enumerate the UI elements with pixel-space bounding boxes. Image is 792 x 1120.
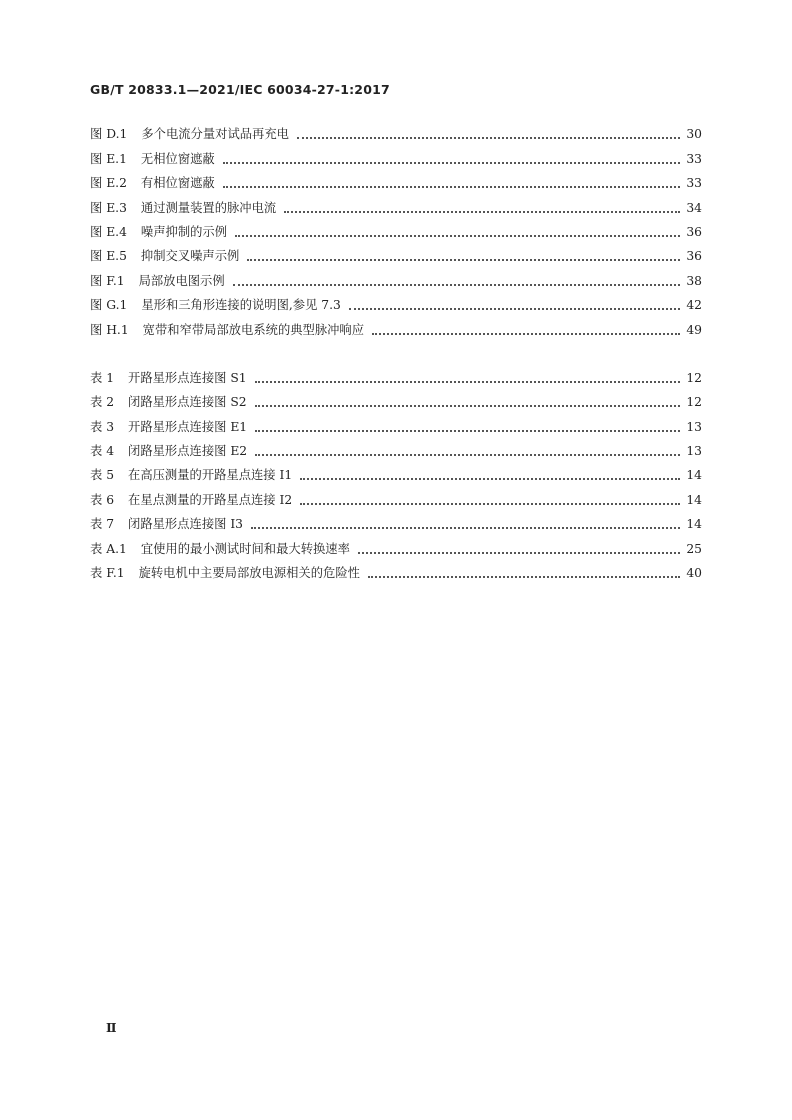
figure-entry[interactable] <box>90 142 702 166</box>
dot-leader <box>297 137 680 139</box>
standard-code-header: GB/T 20833.1—2021/IEC 60034-27-1:2017 <box>90 82 390 97</box>
dot-leader <box>300 478 680 480</box>
table-entry[interactable] <box>90 386 702 410</box>
entry-title: 在高压测量的开路星点连接 I1 <box>128 468 293 483</box>
entry-page-number: 14 <box>686 492 702 507</box>
entry-page-number: 49 <box>686 322 702 337</box>
entry-page-number: 33 <box>686 151 702 166</box>
entry-page-number: 13 <box>686 419 702 434</box>
figure-entry[interactable] <box>90 216 702 240</box>
figure-entry[interactable] <box>90 167 702 191</box>
figures-list <box>90 118 702 338</box>
table-entry[interactable] <box>90 362 702 386</box>
entry-number: 表 1 <box>90 370 115 385</box>
entry-title: 宜使用的最小测试时间和最大转换速率 <box>140 541 350 556</box>
entry-number: 表 7 <box>90 517 115 532</box>
dot-leader <box>255 430 680 432</box>
entry-page-number: 36 <box>686 249 702 264</box>
entry-title: 宽带和窄带局部放电系统的典型脉冲响应 <box>142 322 365 337</box>
entry-title: 抑制交叉噪声示例 <box>140 249 240 264</box>
entry-number: 表 F.1 <box>90 566 125 581</box>
table-of-contents <box>90 118 702 581</box>
table-entry[interactable] <box>90 532 702 556</box>
entry-page-number: 13 <box>686 444 702 459</box>
entry-number: 表 2 <box>90 395 115 410</box>
entry-number: 图 E.4 <box>90 224 127 239</box>
entry-number: 图 F.1 <box>90 273 125 288</box>
entry-number: 图 H.1 <box>90 322 129 337</box>
entry-number: 表 5 <box>90 468 115 483</box>
entry-page-number: 42 <box>686 298 702 313</box>
dot-leader <box>255 454 680 456</box>
entry-title: 闭路星形点连接图 I3 <box>128 517 243 532</box>
dot-leader <box>223 162 681 164</box>
entry-number: 图 E.2 <box>90 176 127 191</box>
dot-leader <box>223 186 681 188</box>
entry-page-number: 25 <box>686 541 702 556</box>
table-entry[interactable] <box>90 508 702 532</box>
entry-title: 闭路星形点连接图 E2 <box>128 444 248 459</box>
dot-leader <box>368 576 680 578</box>
entry-title: 有相位窗遮蔽 <box>140 176 215 191</box>
figure-entry[interactable] <box>90 191 702 215</box>
entry-number: 图 E.1 <box>90 151 127 166</box>
figure-entry[interactable] <box>90 313 702 337</box>
page-number: Ⅱ <box>106 1020 117 1035</box>
entry-page-number: 12 <box>686 395 702 410</box>
entry-title: 通过测量装置的脉冲电流 <box>140 200 277 215</box>
entry-number: 图 G.1 <box>90 298 128 313</box>
entry-page-number: 38 <box>686 273 702 288</box>
entry-title: 噪声抑制的示例 <box>140 224 228 239</box>
dot-leader <box>233 284 681 286</box>
dot-leader <box>284 211 680 213</box>
tables-list <box>90 362 702 582</box>
figure-entry[interactable] <box>90 289 702 313</box>
dot-leader <box>255 405 681 407</box>
table-entry[interactable] <box>90 410 702 434</box>
entry-number: 表 A.1 <box>90 541 127 556</box>
figure-entry[interactable] <box>90 264 702 288</box>
table-entry[interactable] <box>90 557 702 581</box>
dot-leader <box>349 308 680 310</box>
entry-title: 局部放电图示例 <box>138 273 225 288</box>
table-entry[interactable] <box>90 459 702 483</box>
dot-leader <box>300 503 680 505</box>
dot-leader <box>251 527 680 529</box>
dot-leader <box>247 259 680 261</box>
entry-number: 图 E.5 <box>90 249 127 264</box>
entry-number: 表 6 <box>90 492 115 507</box>
entry-page-number: 40 <box>686 566 702 581</box>
table-entry[interactable] <box>90 435 702 459</box>
figure-entry[interactable] <box>90 118 702 142</box>
entry-page-number: 12 <box>686 370 702 385</box>
entry-title: 旋转电机中主要局部放电源相关的危险性 <box>138 566 360 581</box>
entry-title: 开路星形点连接图 E1 <box>128 419 248 434</box>
dot-leader <box>235 235 680 237</box>
entry-title: 闭路星形点连接图 S2 <box>128 395 247 410</box>
entry-title: 开路星形点连接图 S1 <box>128 370 247 385</box>
entry-page-number: 36 <box>686 224 702 239</box>
entry-page-number: 30 <box>686 127 702 142</box>
entry-title: 星形和三角形连接的说明图,参见 7.3 <box>141 298 341 313</box>
entry-title: 多个电流分量对试品再充电 <box>141 127 289 142</box>
table-entry[interactable] <box>90 483 702 507</box>
entry-page-number: 14 <box>686 517 702 532</box>
figure-entry[interactable] <box>90 240 702 264</box>
entry-title: 无相位窗遮蔽 <box>140 151 215 166</box>
entry-page-number: 34 <box>686 200 702 215</box>
entry-title: 在星点测量的开路星点连接 I2 <box>128 492 293 507</box>
entry-number: 表 3 <box>90 419 115 434</box>
entry-number: 图 E.3 <box>90 200 127 215</box>
entry-number: 图 D.1 <box>90 127 128 142</box>
entry-number: 表 4 <box>90 444 115 459</box>
entry-page-number: 14 <box>686 468 702 483</box>
dot-leader <box>255 381 681 383</box>
entry-page-number: 33 <box>686 176 702 191</box>
dot-leader <box>372 333 680 335</box>
dot-leader <box>358 552 680 554</box>
